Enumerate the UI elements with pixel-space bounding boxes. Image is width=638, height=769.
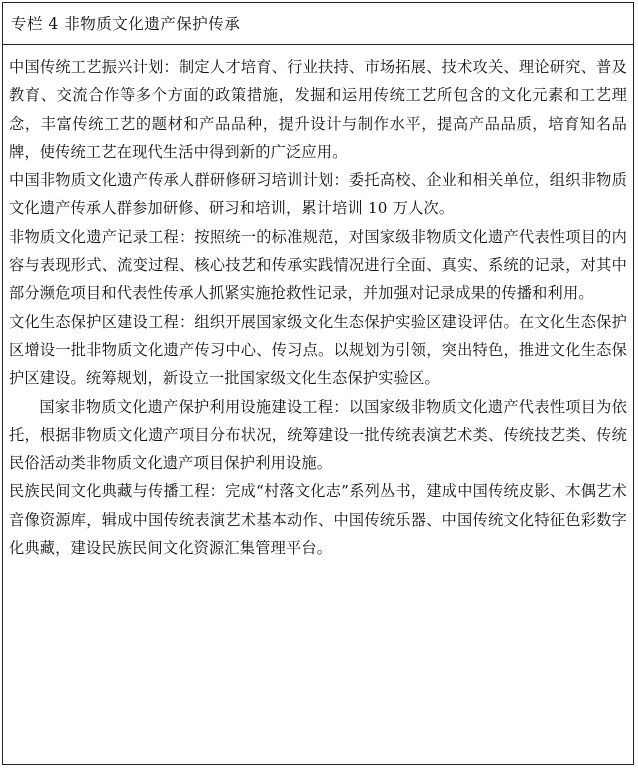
paragraph-facility-construction: 国家非物质文化遗产保护利用设施建设工程：以国家级非物质文化遗产代表性项目为依托，根据非物质文化遗产项目分布状况，统筹建设一批传统表演艺术类、传统技艺类、传统民俗活动类非物质文化遗产项目保护利用设施。	[9, 397, 627, 473]
column-box	[2, 2, 634, 765]
paragraph-ecological-zone: 文化生态保护区建设工程：组织开展国家级文化生态保护实验区建设评估。在文化生态保护区增设一批非物质文化遗产传习中心、传习点。以规划为引领，突出特色，推进文化生态保护区建设。统筹规划，新设立一批国家级文化生态保护实验区。	[9, 312, 627, 388]
paragraph-recording-project: 非物质文化遗产记录工程：按照统一的标准规范，对国家级非物质文化遗产代表性项目的内容与表现形式、流变过程、核心技艺和传承实践情况进行全面、真实、系统的记录，对其中部分濒危项目和代表性传承人抓紧实施抢救性记录，并加强对记录成果的传播和利用。	[9, 227, 627, 303]
paragraph-folk-culture-collection: 民族民间文化典藏与传播工程：完成“村落文化志”系列丛书，建成中国传统皮影、木偶艺术音像资源库，辑成中国传统表演艺术基本动作、中国传统乐器、中国传统文化特征色彩数字化典藏，建设民族民间文化资源汇集管理平台。	[9, 482, 627, 558]
paragraph-inheritor-training: 中国非物质文化遗产传承人群研修研习培训计划：委托高校、企业和相关单位，组织非物质文化遗产传承人群参加研修、研习和培训，累计培训 10 万人次。	[9, 171, 627, 218]
paragraph-craft-revitalization: 中国传统工艺振兴计划：制定人才培育、行业扶持、市场拓展、技术攻关、理论研究、普及教育、交流合作等多个方面的政策措施，发掘和运用传统工艺所包含的文化元素和工艺理念，丰富传统工艺的题材和产品品种，提升设计与制作水平，提高产品品质，培育知名品牌，使传统工艺在现代生活中得到新的广泛应用。	[9, 58, 627, 161]
column-title: 专栏 4 非物质文化遗产保护传承	[3, 3, 633, 45]
column-body	[3, 45, 633, 562]
